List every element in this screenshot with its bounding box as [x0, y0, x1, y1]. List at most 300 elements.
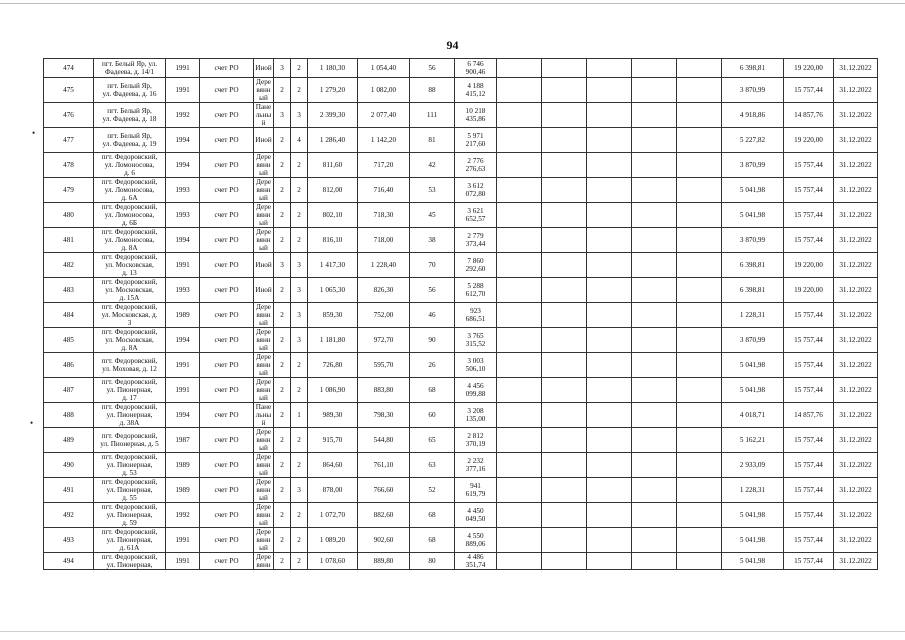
total-area-cell: 989,30 — [308, 403, 358, 428]
repair-cost-cell: 3 003 506,10 — [455, 353, 497, 378]
entrances-cell: 4 — [291, 128, 308, 153]
blank-cell — [587, 478, 632, 503]
fund-cell: счет РО — [200, 453, 254, 478]
unit-cost-cell: 5 041,98 — [722, 503, 784, 528]
year-cell: 1994 — [166, 403, 200, 428]
fund-cell: счет РО — [200, 503, 254, 528]
table-row — [44, 378, 878, 403]
unit-cost-cell: 5 227,82 — [722, 128, 784, 153]
repair-cost-cell: 4 188 415,12 — [455, 78, 497, 103]
row-number: 485 — [44, 328, 94, 353]
wall-material-cell: Дере вянн ый — [254, 478, 274, 503]
living-area-cell: 718,30 — [358, 203, 410, 228]
repair-cost-cell: 5 971 217,60 — [455, 128, 497, 153]
blank-cell — [632, 478, 677, 503]
deadline-cell: 31.12.2022 — [834, 478, 878, 503]
table-row — [44, 78, 878, 103]
row-number: 486 — [44, 353, 94, 378]
unit-cost-cell: 5 041,98 — [722, 553, 784, 570]
blank-cell — [632, 253, 677, 278]
blank-cell — [677, 278, 722, 303]
row-number: 494 — [44, 553, 94, 570]
row-number: 482 — [44, 253, 94, 278]
blank-cell — [542, 403, 587, 428]
fund-cell: счет РО — [200, 478, 254, 503]
blank-cell — [587, 403, 632, 428]
fund-cell: счет РО — [200, 128, 254, 153]
residents-cell: 45 — [410, 203, 455, 228]
table-row — [44, 503, 878, 528]
living-area-cell: 766,60 — [358, 478, 410, 503]
total-area-cell: 1 180,30 — [308, 59, 358, 78]
max-unit-cost-cell: 15 757,44 — [784, 428, 834, 453]
blank-cell — [632, 553, 677, 570]
wall-material-cell: Дере вянн ый — [254, 203, 274, 228]
entrances-cell: 2 — [291, 228, 308, 253]
address-cell: пгт. Федоровский, ул. Ломоносова, д. 6А — [94, 178, 166, 203]
wall-material-cell: Пане льны й — [254, 403, 274, 428]
wall-material-cell: Иной — [254, 253, 274, 278]
row-number: 492 — [44, 503, 94, 528]
blank-cell — [587, 59, 632, 78]
year-cell: 1993 — [166, 178, 200, 203]
blank-cell — [542, 353, 587, 378]
address-cell: пгт. Федоровский, ул. Московская, д. 15А — [94, 278, 166, 303]
blank-cell — [542, 528, 587, 553]
blank-cell — [497, 153, 542, 178]
floors-cell: 2 — [274, 278, 291, 303]
table-row — [44, 153, 878, 178]
blank-cell — [542, 478, 587, 503]
blank-cell — [587, 278, 632, 303]
year-cell: 1991 — [166, 378, 200, 403]
year-cell: 1994 — [166, 153, 200, 178]
table-row — [44, 253, 878, 278]
living-area-cell: 972,70 — [358, 328, 410, 353]
blank-cell — [587, 453, 632, 478]
living-area-cell: 1 228,40 — [358, 253, 410, 278]
blank-cell — [587, 153, 632, 178]
repair-cost-cell: 7 860 292,60 — [455, 253, 497, 278]
floors-cell: 2 — [274, 528, 291, 553]
wall-material-cell: Дере вянн ый — [254, 453, 274, 478]
repair-cost-cell: 4 486 351,74 — [455, 553, 497, 570]
residents-cell: 68 — [410, 503, 455, 528]
address-cell: пгт. Федоровский, ул. Ломоносова, д. 6 — [94, 153, 166, 178]
blank-cell — [497, 428, 542, 453]
total-area-cell: 1 181,80 — [308, 328, 358, 353]
blank-cell — [497, 478, 542, 503]
total-area-cell: 811,60 — [308, 153, 358, 178]
blank-cell — [542, 253, 587, 278]
unit-cost-cell: 3 870,99 — [722, 228, 784, 253]
table-row — [44, 59, 878, 78]
blank-cell — [497, 253, 542, 278]
blank-cell — [497, 178, 542, 203]
unit-cost-cell: 4 018,71 — [722, 403, 784, 428]
unit-cost-cell: 4 918,86 — [722, 103, 784, 128]
wall-material-cell: Дере вянн ый — [254, 178, 274, 203]
max-unit-cost-cell: 15 757,44 — [784, 453, 834, 478]
max-unit-cost-cell: 15 757,44 — [784, 303, 834, 328]
unit-cost-cell: 3 870,99 — [722, 328, 784, 353]
floors-cell: 2 — [274, 303, 291, 328]
row-number: 484 — [44, 303, 94, 328]
entrances-cell: 2 — [291, 153, 308, 178]
fund-cell: счет РО — [200, 378, 254, 403]
floors-cell: 2 — [274, 153, 291, 178]
repair-cost-cell: 2 232 377,16 — [455, 453, 497, 478]
max-unit-cost-cell: 15 757,44 — [784, 203, 834, 228]
blank-cell — [497, 228, 542, 253]
blank-cell — [542, 428, 587, 453]
blank-cell — [497, 353, 542, 378]
row-number: 487 — [44, 378, 94, 403]
floors-cell: 2 — [274, 128, 291, 153]
address-cell: пгт. Федоровский, ул. Московская, д. 8А — [94, 328, 166, 353]
max-unit-cost-cell: 14 857,76 — [784, 403, 834, 428]
year-cell: 1994 — [166, 228, 200, 253]
entrances-cell: 2 — [291, 503, 308, 528]
entrances-cell: 2 — [291, 353, 308, 378]
max-unit-cost-cell: 15 757,44 — [784, 153, 834, 178]
year-cell: 1991 — [166, 78, 200, 103]
living-area-cell: 752,00 — [358, 303, 410, 328]
table-row — [44, 403, 878, 428]
floors-cell: 2 — [274, 178, 291, 203]
max-unit-cost-cell: 15 757,44 — [784, 528, 834, 553]
blank-cell — [542, 103, 587, 128]
year-cell: 1987 — [166, 428, 200, 453]
blank-cell — [497, 78, 542, 103]
blank-cell — [587, 553, 632, 570]
fund-cell: счет РО — [200, 153, 254, 178]
residents-cell: 63 — [410, 453, 455, 478]
year-cell: 1991 — [166, 553, 200, 570]
residents-cell: 88 — [410, 78, 455, 103]
total-area-cell: 812,00 — [308, 178, 358, 203]
blank-cell — [497, 59, 542, 78]
fund-cell: счет РО — [200, 553, 254, 570]
floors-cell: 2 — [274, 453, 291, 478]
blank-cell — [632, 153, 677, 178]
living-area-cell: 544,80 — [358, 428, 410, 453]
row-number: 474 — [44, 59, 94, 78]
total-area-cell: 915,70 — [308, 428, 358, 453]
deadline-cell: 31.12.2022 — [834, 59, 878, 78]
wall-material-cell: Дере вянн ый — [254, 228, 274, 253]
address-cell: пгт. Федоровский, ул. Московская, д. 3 — [94, 303, 166, 328]
table-row — [44, 528, 878, 553]
blank-cell — [587, 328, 632, 353]
max-unit-cost-cell: 15 757,44 — [784, 503, 834, 528]
fund-cell: счет РО — [200, 103, 254, 128]
blank-cell — [542, 553, 587, 570]
blank-cell — [497, 128, 542, 153]
table-row — [44, 328, 878, 353]
address-cell: пгт. Федоровский, ул. Пионерная, — [94, 553, 166, 570]
year-cell: 1991 — [166, 528, 200, 553]
entrances-cell: 3 — [291, 103, 308, 128]
residents-cell: 52 — [410, 478, 455, 503]
entrances-cell: 3 — [291, 478, 308, 503]
address-cell: пгт. Федоровский, ул. Пионерная, д. 38А — [94, 403, 166, 428]
repair-cost-cell: 6 746 900,46 — [455, 59, 497, 78]
blank-cell — [632, 278, 677, 303]
fund-cell: счет РО — [200, 253, 254, 278]
total-area-cell: 1 089,20 — [308, 528, 358, 553]
year-cell: 1992 — [166, 103, 200, 128]
max-unit-cost-cell: 19 220,00 — [784, 253, 834, 278]
blank-cell — [632, 228, 677, 253]
unit-cost-cell: 6 398,81 — [722, 59, 784, 78]
row-number: 478 — [44, 153, 94, 178]
deadline-cell: 31.12.2022 — [834, 553, 878, 570]
living-area-cell: 2 077,40 — [358, 103, 410, 128]
address-cell: пгт. Федоровский, ул. Ломоносова, д. 6Б — [94, 203, 166, 228]
blank-cell — [542, 453, 587, 478]
blank-cell — [587, 303, 632, 328]
fund-cell: счет РО — [200, 403, 254, 428]
living-area-cell: 1 054,40 — [358, 59, 410, 78]
deadline-cell: 31.12.2022 — [834, 353, 878, 378]
wall-material-cell: Пане льны й — [254, 103, 274, 128]
living-area-cell: 798,30 — [358, 403, 410, 428]
year-cell: 1991 — [166, 59, 200, 78]
table-row — [44, 553, 878, 570]
blank-cell — [632, 203, 677, 228]
year-cell: 1993 — [166, 278, 200, 303]
table-row — [44, 278, 878, 303]
blank-cell — [587, 253, 632, 278]
living-area-cell: 902,60 — [358, 528, 410, 553]
row-number: 475 — [44, 78, 94, 103]
fund-cell: счет РО — [200, 328, 254, 353]
blank-cell — [587, 378, 632, 403]
living-area-cell: 882,60 — [358, 503, 410, 528]
max-unit-cost-cell: 15 757,44 — [784, 228, 834, 253]
margin-mark: • — [32, 128, 36, 138]
wall-material-cell: Дере вянн ый — [254, 428, 274, 453]
residents-cell: 38 — [410, 228, 455, 253]
residents-cell: 60 — [410, 403, 455, 428]
unit-cost-cell: 1 228,31 — [722, 478, 784, 503]
max-unit-cost-cell: 19 220,00 — [784, 128, 834, 153]
total-area-cell: 1 078,60 — [308, 553, 358, 570]
year-cell: 1993 — [166, 203, 200, 228]
row-number: 493 — [44, 528, 94, 553]
year-cell: 1989 — [166, 303, 200, 328]
housing-registry-table — [43, 58, 878, 570]
blank-cell — [587, 428, 632, 453]
entrances-cell: 2 — [291, 553, 308, 570]
blank-cell — [677, 178, 722, 203]
table-row — [44, 453, 878, 478]
residents-cell: 53 — [410, 178, 455, 203]
floors-cell: 2 — [274, 478, 291, 503]
total-area-cell: 1 286,40 — [308, 128, 358, 153]
repair-cost-cell: 4 550 889,06 — [455, 528, 497, 553]
floors-cell: 3 — [274, 59, 291, 78]
wall-material-cell: Дере вянн — [254, 553, 274, 570]
residents-cell: 42 — [410, 153, 455, 178]
floors-cell: 2 — [274, 553, 291, 570]
address-cell: пгт. Федоровский, ул. Пионерная, д. 55 — [94, 478, 166, 503]
fund-cell: счет РО — [200, 203, 254, 228]
residents-cell: 68 — [410, 378, 455, 403]
row-number: 489 — [44, 428, 94, 453]
blank-cell — [632, 303, 677, 328]
max-unit-cost-cell: 15 757,44 — [784, 553, 834, 570]
max-unit-cost-cell: 15 757,44 — [784, 378, 834, 403]
blank-cell — [632, 378, 677, 403]
blank-cell — [542, 378, 587, 403]
blank-cell — [542, 328, 587, 353]
margin-mark: • — [30, 418, 34, 428]
unit-cost-cell: 5 041,98 — [722, 378, 784, 403]
blank-cell — [542, 128, 587, 153]
wall-material-cell: Дере вянн ый — [254, 503, 274, 528]
deadline-cell: 31.12.2022 — [834, 103, 878, 128]
wall-material-cell: Иной — [254, 128, 274, 153]
year-cell: 1991 — [166, 353, 200, 378]
address-cell: пгт. Федоровский, ул. Пионерная, д. 17 — [94, 378, 166, 403]
row-number: 477 — [44, 128, 94, 153]
wall-material-cell: Иной — [254, 278, 274, 303]
unit-cost-cell: 5 041,98 — [722, 203, 784, 228]
total-area-cell: 1 065,30 — [308, 278, 358, 303]
floors-cell: 2 — [274, 503, 291, 528]
deadline-cell: 31.12.2022 — [834, 178, 878, 203]
address-cell: пгт. Федоровский, ул. Пионерная, д. 59 — [94, 503, 166, 528]
residents-cell: 56 — [410, 59, 455, 78]
blank-cell — [497, 303, 542, 328]
blank-cell — [677, 103, 722, 128]
fund-cell: счет РО — [200, 528, 254, 553]
wall-material-cell: Дере вянн ый — [254, 153, 274, 178]
max-unit-cost-cell: 14 857,76 — [784, 103, 834, 128]
max-unit-cost-cell: 19 220,00 — [784, 59, 834, 78]
blank-cell — [542, 78, 587, 103]
unit-cost-cell: 5 041,98 — [722, 353, 784, 378]
entrances-cell: 1 — [291, 403, 308, 428]
fund-cell: счет РО — [200, 228, 254, 253]
blank-cell — [542, 278, 587, 303]
blank-cell — [587, 178, 632, 203]
unit-cost-cell: 5 162,21 — [722, 428, 784, 453]
table-row — [44, 103, 878, 128]
unit-cost-cell: 5 041,98 — [722, 528, 784, 553]
blank-cell — [587, 228, 632, 253]
repair-cost-cell: 3 621 652,57 — [455, 203, 497, 228]
blank-cell — [542, 203, 587, 228]
blank-cell — [677, 378, 722, 403]
living-area-cell: 1 082,00 — [358, 78, 410, 103]
deadline-cell: 31.12.2022 — [834, 203, 878, 228]
blank-cell — [587, 103, 632, 128]
unit-cost-cell: 1 228,31 — [722, 303, 784, 328]
living-area-cell: 716,40 — [358, 178, 410, 203]
max-unit-cost-cell: 15 757,44 — [784, 353, 834, 378]
entrances-cell: 3 — [291, 303, 308, 328]
entrances-cell: 2 — [291, 453, 308, 478]
deadline-cell: 31.12.2022 — [834, 253, 878, 278]
blank-cell — [497, 103, 542, 128]
row-number: 479 — [44, 178, 94, 203]
deadline-cell: 31.12.2022 — [834, 528, 878, 553]
blank-cell — [542, 228, 587, 253]
repair-cost-cell: 3 208 135,00 — [455, 403, 497, 428]
max-unit-cost-cell: 15 757,44 — [784, 178, 834, 203]
blank-cell — [497, 328, 542, 353]
blank-cell — [542, 303, 587, 328]
living-area-cell: 761,10 — [358, 453, 410, 478]
blank-cell — [632, 428, 677, 453]
repair-cost-cell: 3 765 315,52 — [455, 328, 497, 353]
blank-cell — [632, 528, 677, 553]
year-cell: 1989 — [166, 478, 200, 503]
deadline-cell: 31.12.2022 — [834, 453, 878, 478]
address-cell: пгт. Федоровский, ул. Пионерная, д. 53 — [94, 453, 166, 478]
blank-cell — [677, 353, 722, 378]
deadline-cell: 31.12.2022 — [834, 153, 878, 178]
unit-cost-cell: 2 933,09 — [722, 453, 784, 478]
table-row — [44, 353, 878, 378]
unit-cost-cell: 5 041,98 — [722, 178, 784, 203]
row-number: 483 — [44, 278, 94, 303]
repair-cost-cell: 923 686,51 — [455, 303, 497, 328]
table-row — [44, 428, 878, 453]
blank-cell — [677, 478, 722, 503]
max-unit-cost-cell: 19 220,00 — [784, 278, 834, 303]
blank-cell — [542, 178, 587, 203]
year-cell: 1994 — [166, 328, 200, 353]
total-area-cell: 878,00 — [308, 478, 358, 503]
year-cell: 1991 — [166, 253, 200, 278]
entrances-cell: 3 — [291, 278, 308, 303]
residents-cell: 68 — [410, 528, 455, 553]
wall-material-cell: Иной — [254, 59, 274, 78]
blank-cell — [587, 203, 632, 228]
blank-cell — [587, 128, 632, 153]
residents-cell: 26 — [410, 353, 455, 378]
blank-cell — [677, 228, 722, 253]
wall-material-cell: Дере вянн ый — [254, 328, 274, 353]
address-cell: пгт. Федоровский, ул. Пионерная, д. 5 — [94, 428, 166, 453]
entrances-cell: 2 — [291, 203, 308, 228]
fund-cell: счет РО — [200, 178, 254, 203]
blank-cell — [677, 78, 722, 103]
row-number: 488 — [44, 403, 94, 428]
blank-cell — [632, 453, 677, 478]
repair-cost-cell: 5 288 612,70 — [455, 278, 497, 303]
blank-cell — [497, 203, 542, 228]
max-unit-cost-cell: 15 757,44 — [784, 78, 834, 103]
living-area-cell: 718,00 — [358, 228, 410, 253]
blank-cell — [677, 503, 722, 528]
repair-cost-cell: 4 456 099,88 — [455, 378, 497, 403]
blank-cell — [677, 253, 722, 278]
wall-material-cell: Дере вянн ый — [254, 353, 274, 378]
wall-material-cell: Дере вянн ый — [254, 303, 274, 328]
floors-cell: 2 — [274, 78, 291, 103]
living-area-cell: 1 142,20 — [358, 128, 410, 153]
entrances-cell: 2 — [291, 59, 308, 78]
wall-material-cell: Дере вянн ый — [254, 78, 274, 103]
blank-cell — [632, 78, 677, 103]
year-cell: 1989 — [166, 453, 200, 478]
blank-cell — [632, 353, 677, 378]
